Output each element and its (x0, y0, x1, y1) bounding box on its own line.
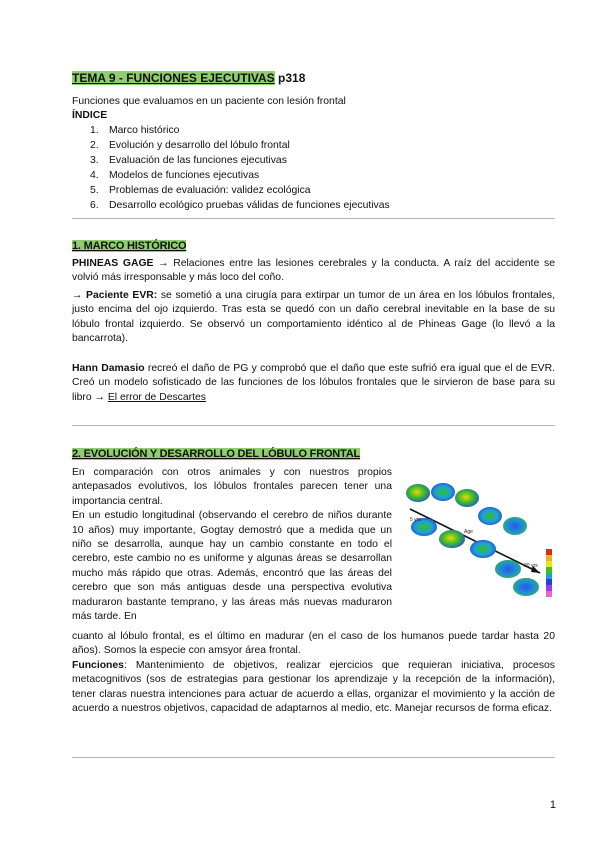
frontal-lobe-maturation-text: cuanto al lóbulo frontal, es el último en madurar (en el caso de los humanos puede tardar hasta 20 años). Somos la especie con amsyor área frontal. (72, 631, 555, 657)
brain-top-view (470, 540, 496, 558)
section-2-heading (72, 447, 360, 461)
color-scale-swatch (546, 561, 552, 567)
list-label: Desarrollo ecológico pruebas válidas de funciones ejecutivas (109, 199, 390, 211)
section-1-heading-text: 1. MARCO HISTÓRICO (72, 240, 187, 252)
section-2-paragraph-1 (72, 466, 392, 624)
evr-label: Paciente EVR: (86, 290, 158, 301)
list-label: Problemas de evaluación: validez ecológica (109, 184, 311, 196)
list-number: 4. (90, 169, 99, 181)
title-topic: TEMA 9 - FUNCIONES EJECUTIVAS (72, 71, 275, 85)
list-label: Marco histórico (109, 124, 180, 136)
list-number: 1. (90, 124, 99, 136)
brain-top-view (513, 578, 539, 596)
brain-side-view (455, 489, 479, 507)
index-list (72, 124, 555, 214)
color-scale-swatch (546, 573, 552, 579)
list-item (72, 169, 555, 184)
functions-label: Funciones (72, 659, 124, 671)
arrow: → (94, 391, 108, 403)
section-2-intro: En comparación con otros animales y con nuestros propios antepasados evolutivos, los lóbulos frontales parecen tener una importancia central. (72, 467, 392, 507)
divider (72, 425, 555, 426)
section-1-paragraph-3 (72, 362, 555, 405)
brain-side-view (406, 484, 430, 502)
section-2-heading-text: 2. EVOLUCIÓN Y DESARROLLO DEL LÓBULO FRONTAL (72, 448, 361, 460)
list-label: Modelos de funciones ejecutivas (109, 169, 260, 181)
figure-label-start: 5 yrs (410, 517, 421, 523)
brain-development-figure (404, 479, 558, 603)
section-1-paragraph-2 (72, 289, 555, 347)
functions-text: : Mantenimiento de objetivos, realizar ejercicios que requieran iniciativa, procesos metacognitivos (sos de estrategias para gestionar los aprendizaje y la recepción de la información), tener claras nuestra intenciones para actuar de acuerdo a ellas, organizar el movimiento y la acción de acuerdo a nuestros objetivos, capacidad de adaptarnos al medio, etc. Manejar recursos de forma eficaz. (72, 659, 555, 715)
list-item (72, 124, 555, 139)
list-item (72, 154, 555, 169)
brain-side-view (503, 517, 527, 535)
section-2-paragraph-2 (72, 630, 555, 716)
color-scale-swatch (546, 585, 552, 591)
color-scale-swatch (546, 579, 552, 585)
intro-text: Funciones que evaluamos en un paciente con lesión frontal (72, 96, 346, 107)
damasio-label: Hann Damasio (72, 363, 145, 374)
brain-side-view (431, 483, 455, 501)
index-block (72, 95, 555, 214)
page-title (72, 71, 305, 85)
brain-side-view (478, 507, 502, 525)
list-number: 3. (90, 154, 99, 166)
title-page-ref: p318 (278, 71, 306, 85)
index-heading: ÍNDICE (72, 110, 108, 122)
functions-paragraph (72, 659, 555, 717)
phineas-gage-label: PHINEAS GAGE (72, 258, 154, 269)
figure-label-mid: Age (464, 529, 473, 535)
color-scale-swatch (546, 555, 552, 561)
divider (72, 218, 555, 219)
list-item (72, 199, 555, 214)
evr-text: se sometió a una cirugía para extirpar un tumor de un área en los lóbulos frontales, justo encima del ojo izquierdo. Tras esta se quedó con un daño cerebral inevitable en la base de su lóbulo frontal izquierdo. Se observó un comportamiento idéntico al de Phineas Gage (lo llevó a la bancarrota). (72, 290, 555, 345)
list-number: 2. (90, 139, 99, 151)
gogtay-study-text: En un estudio longitudinal (observando el cerebro de niños durante 10 años) muy importante, Gogtay demostró que a medida que un niño se desarrolla, aunque hay un cambio constante en todo el cerebro, este cambio no es uniforme y algunas áreas se desarrollan mucho más rápido que otras. Además, encontró que las áreas del cerebro que son más antiguas desde una perspectiva evolutiva maduraron bastante temprano, y las áreas más nuevas maduraron más tarde. En (72, 510, 392, 623)
color-scale-swatch (546, 591, 552, 597)
section-1-heading (72, 239, 186, 253)
descartes-link[interactable]: El error de Descartes (107, 391, 206, 403)
section-1-paragraph-1 (72, 257, 555, 286)
figure-label-end: 20 yrs (524, 563, 538, 569)
color-scale-swatch (546, 567, 552, 573)
list-item (72, 184, 555, 199)
brain-top-view (495, 560, 521, 578)
brain-top-view (439, 530, 465, 548)
damasio-text: recreó el daño de PG y comprobó que el daño que este sufrió era igual que el de EVR. Creó un modelo sofisticado de las funciones de los lóbulos frontales que le sirvieron de base para su libro (72, 363, 555, 403)
brain-development-illustration (404, 479, 558, 603)
phineas-gage-text: → Relaciones entre las lesiones cerebrales y la conducta. A raíz del accidente se volvió más irresponsable y más loco del coño. (72, 258, 555, 284)
list-number: 6. (90, 199, 99, 211)
divider (72, 757, 555, 758)
list-label: Evolución y desarrollo del lóbulo frontal (109, 139, 290, 151)
list-label: Evaluación de las funciones ejecutivas (109, 154, 287, 166)
list-number: 5. (90, 184, 99, 196)
list-item (72, 139, 555, 154)
arrow: → (72, 290, 87, 301)
color-scale-swatch (546, 549, 552, 555)
page-number: 1 (549, 799, 556, 811)
